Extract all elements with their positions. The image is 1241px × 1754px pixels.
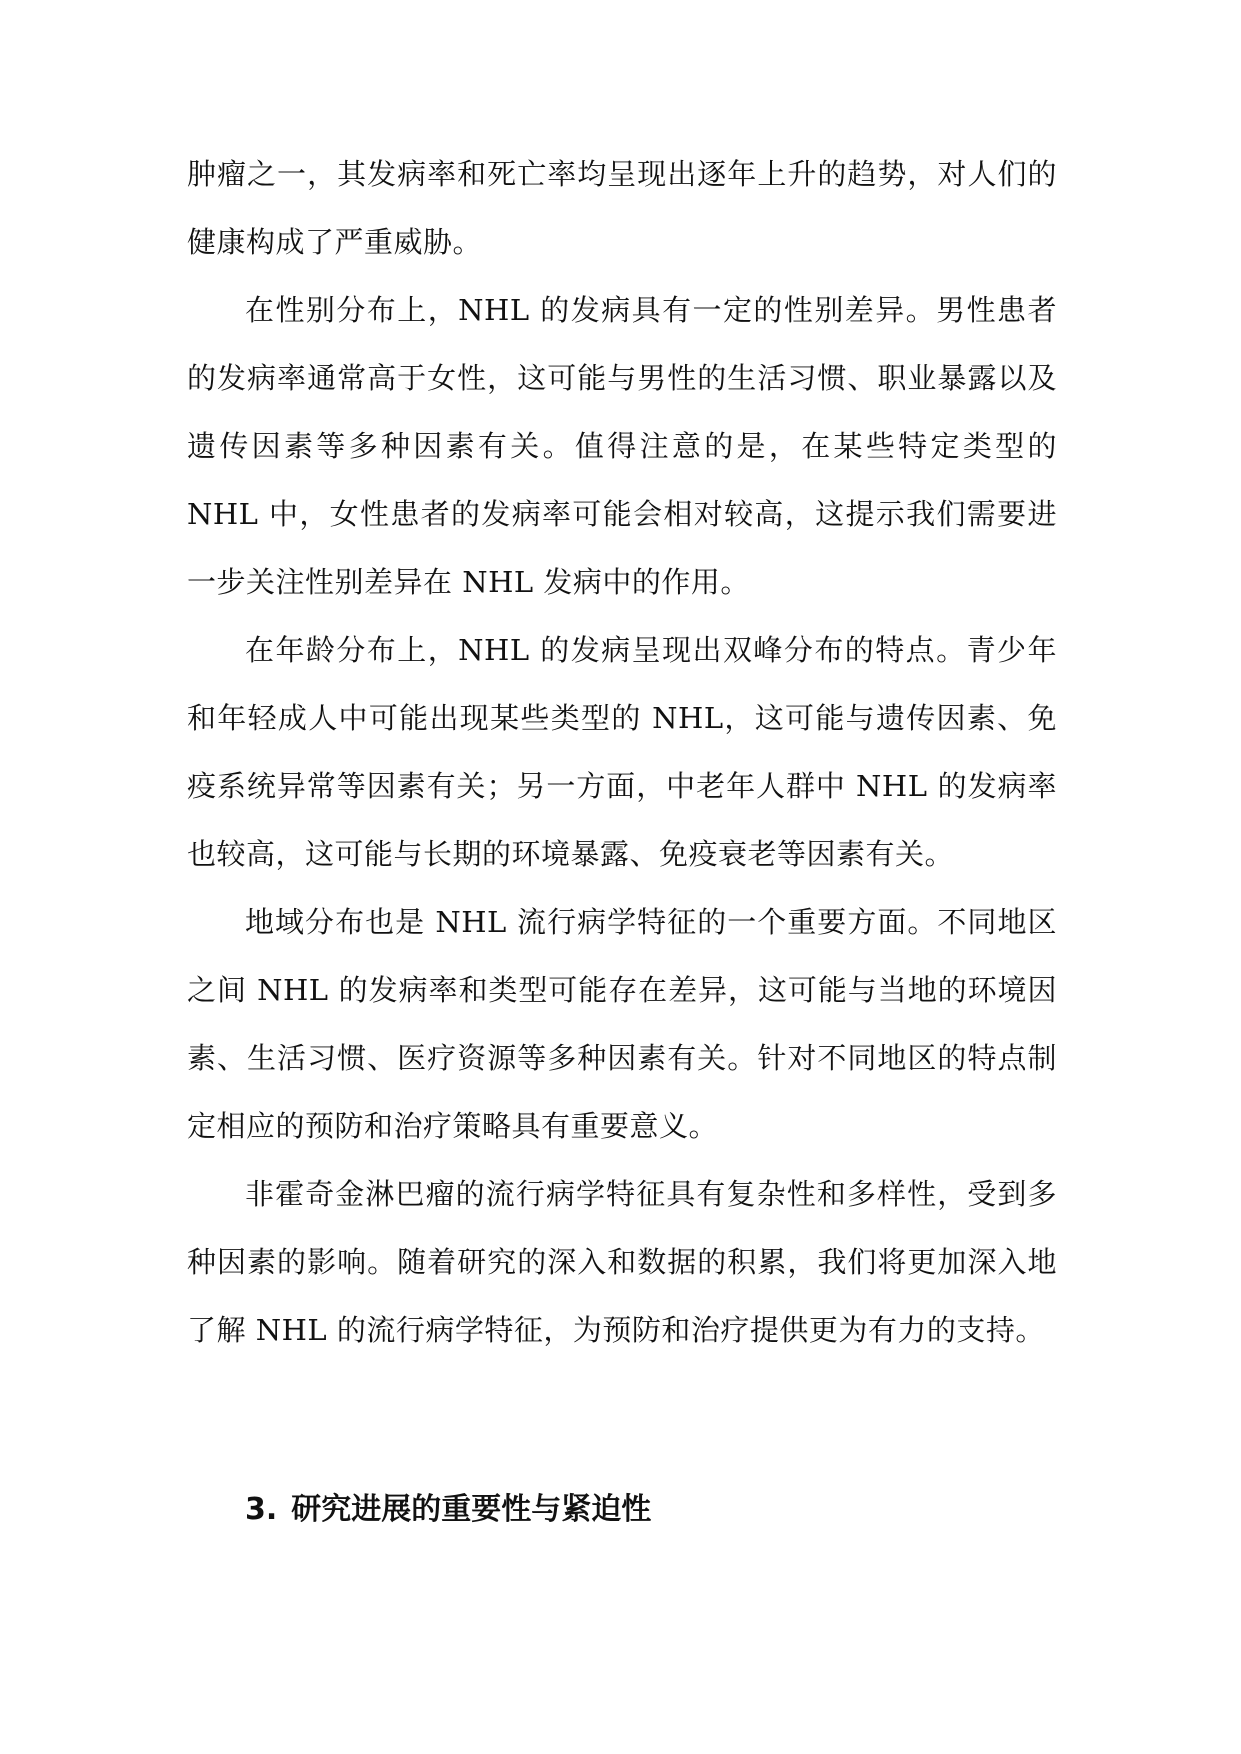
paragraph-summary: 非霍奇金淋巴瘤的流行病学特征具有复杂性和多样性，受到多种因素的影响。随着研究的深入和数据的积累，我们将更加深入地了解 NHL 的流行病学特征，为预防和治疗提供更为有力的支持。: [187, 1177, 1057, 1347]
paragraph-continuation: 肿瘤之一，其发病率和死亡率均呈现出逐年上升的趋势，对人们的健康构成了严重威胁。: [187, 157, 1057, 259]
section-heading: [245, 1490, 1045, 1530]
paragraph-age-distribution: 在年龄分布上，NHL 的发病呈现出双峰分布的特点。青少年和年轻成人中可能出现某些类型的 NHL，这可能与遗传因素、免疫系统异常等因素有关；另一方面，中老年人群中 NHL 的发病率也较高，这可能与长期的环境暴露、免疫衰老等因素有关。: [187, 633, 1057, 871]
body-text: [187, 140, 1057, 1364]
section-number: 3.: [245, 1492, 278, 1527]
paragraph-gender-distribution: 在性别分布上，NHL 的发病具有一定的性别差异。男性患者的发病率通常高于女性，这可能与男性的生活习惯、职业暴露以及遗传因素等多种因素有关。值得注意的是，在某些特定类型的 NHL 中，女性患者的发病率可能会相对较高，这提示我们需要进一步关注性别差异在 NHL 发病中的作用。: [187, 293, 1057, 599]
paragraph-geographic-distribution: 地域分布也是 NHL 流行病学特征的一个重要方面。不同地区之间 NHL 的发病率和类型可能存在差异，这可能与当地的环境因素、生活习惯、医疗资源等多种因素有关。针对不同地区的特点制定相应的预防和治疗策略具有重要意义。: [187, 905, 1057, 1143]
section-title: 研究进展的重要性与紧迫性: [291, 1492, 652, 1527]
